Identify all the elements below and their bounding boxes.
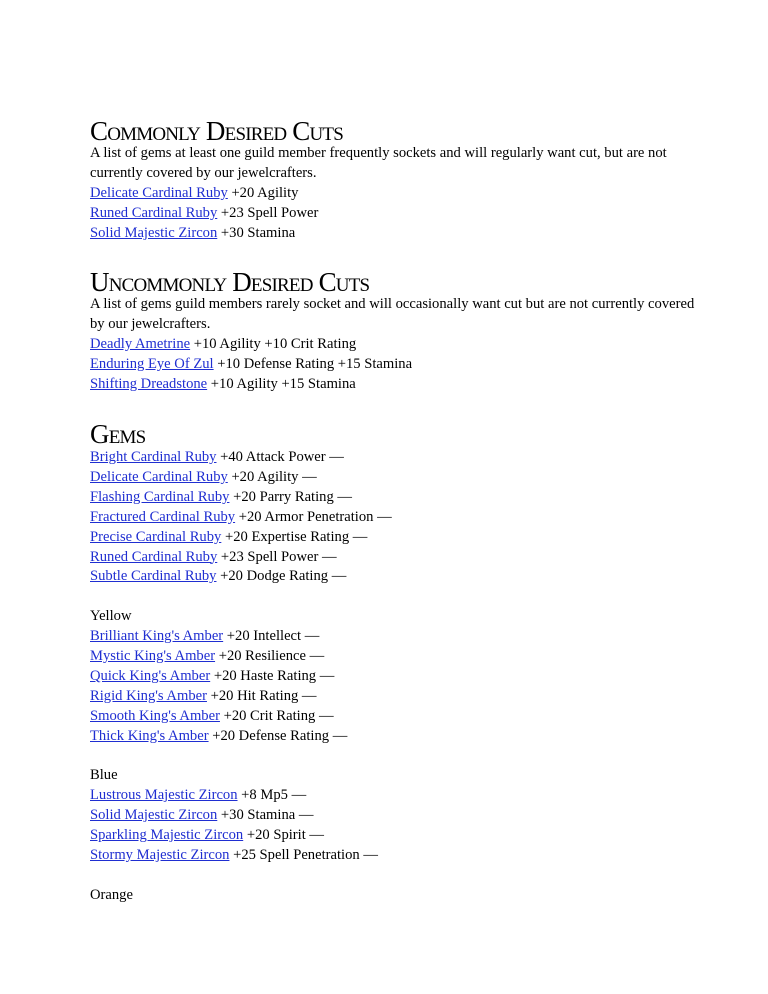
gem-stat: +20 Intellect — — [223, 628, 320, 645]
gems-section — [90, 448, 710, 906]
gem-stat: +20 Hit Rating — — [206, 687, 317, 704]
gem-link[interactable]: Enduring Eye Of Zul — [90, 355, 214, 372]
gem-list-item — [90, 488, 710, 508]
gem-stat: +10 Agility +10 Crit Rating — [190, 335, 357, 352]
gem-link[interactable]: Delicate Cardinal Ruby — [90, 468, 228, 485]
gem-list-item — [90, 786, 710, 806]
common-cuts-section — [90, 144, 710, 244]
gem-link[interactable]: Runed Cardinal Ruby — [90, 204, 218, 221]
common-cuts-intro: A list of gems at least one guild member frequently sockets and will regularly want cut, but are not currently covered by our jewelcrafters. — [90, 145, 667, 181]
gem-stat: +23 Spell Power — — [217, 548, 337, 565]
gem-list-item — [90, 846, 710, 866]
gem-stat: +40 Attack Power — — [216, 449, 344, 465]
gem-link[interactable]: Runed Cardinal Ruby — [90, 548, 218, 565]
gem-link[interactable]: Rigid King's Amber — [90, 687, 207, 704]
gem-link[interactable]: Fractured Cardinal Ruby — [90, 508, 236, 525]
gem-stat: +20 Resilience — — [215, 648, 325, 665]
gem-list-item — [90, 727, 710, 747]
gem-stat: +20 Parry Rating — — [229, 488, 352, 505]
gem-stat: +30 Stamina — [217, 224, 296, 241]
gem-stat: +8 Mp5 — — [237, 787, 307, 804]
gem-stat: +20 Expertise Rating — — [221, 528, 368, 545]
gem-link[interactable]: Shifting Dreadstone — [90, 375, 208, 392]
gem-stat: +20 Spirit — — [243, 827, 325, 844]
gem-list-item — [90, 826, 710, 846]
gem-list-item — [90, 508, 710, 528]
gem-list-item — [90, 528, 710, 548]
gem-stat: +20 Agility — — [227, 468, 317, 485]
gem-stat: +20 Defense Rating — — [208, 727, 348, 744]
gem-list-item — [90, 184, 710, 204]
gem-list-item — [90, 687, 710, 707]
gem-stat: +10 Defense Rating +15 Stamina — [213, 355, 413, 372]
gem-stat: +20 Dodge Rating — — [216, 568, 347, 585]
gem-link[interactable]: Bright Cardinal Ruby — [90, 449, 217, 465]
gem-link[interactable]: Solid Majestic Zircon — [90, 224, 218, 241]
gem-stat: +30 Stamina — — [217, 807, 314, 824]
gem-list-item — [90, 806, 710, 826]
spacer — [90, 747, 710, 767]
uncommon-cuts-intro: A list of gems guild members rarely socket and will occasionally want cut but are not currently covered by our jewelcrafters. — [90, 296, 695, 332]
gem-link[interactable]: Delicate Cardinal Ruby — [90, 184, 228, 201]
uncommon-cuts-heading: Uncommonly Desired Cuts — [90, 267, 370, 297]
gem-link[interactable]: Sparkling Majestic Zircon — [90, 827, 244, 844]
gem-color-label-orange: Orange — [90, 886, 133, 903]
common-cuts-heading: Commonly Desired Cuts — [90, 116, 343, 146]
gem-list-item — [90, 627, 710, 647]
gem-stat: +10 Agility +15 Stamina — [207, 375, 356, 392]
gem-link[interactable]: Quick King's Amber — [90, 667, 211, 684]
spacer — [90, 587, 710, 607]
gem-link[interactable]: Mystic King's Amber — [90, 648, 216, 665]
gem-list-item — [90, 204, 710, 224]
gem-link[interactable]: Solid Majestic Zircon — [90, 807, 218, 824]
gem-stat: +20 Haste Rating — — [210, 667, 335, 684]
gem-list-item — [90, 224, 710, 244]
gem-link[interactable]: Brilliant King's Amber — [90, 628, 224, 645]
gem-stat: +23 Spell Power — [217, 204, 319, 221]
gem-list-item — [90, 335, 710, 355]
gem-list-item — [90, 567, 710, 587]
gem-color-label-blue: Blue — [90, 767, 118, 784]
gem-color-label-yellow: Yellow — [90, 608, 132, 625]
gem-link[interactable]: Subtle Cardinal Ruby — [90, 568, 217, 585]
gem-link[interactable]: Precise Cardinal Ruby — [90, 528, 222, 545]
gem-stat: +20 Crit Rating — — [219, 707, 334, 724]
gem-stat: +20 Armor Penetration — — [235, 508, 392, 525]
gem-list-item — [90, 667, 710, 687]
gem-link[interactable]: Deadly Ametrine — [90, 335, 191, 352]
gem-list-item — [90, 468, 710, 488]
gem-list-item — [90, 548, 710, 568]
gem-link[interactable]: Stormy Majestic Zircon — [90, 847, 230, 864]
uncommon-cuts-section — [90, 295, 710, 395]
gem-list-item — [90, 448, 710, 468]
gem-list-item — [90, 647, 710, 667]
gem-link[interactable]: Lustrous Majestic Zircon — [90, 787, 238, 804]
gem-link[interactable]: Flashing Cardinal Ruby — [90, 488, 230, 505]
gem-stat: +25 Spell Penetration — — [229, 847, 378, 864]
gems-heading: Gems — [90, 419, 146, 449]
gem-stat: +20 Agility — [227, 184, 299, 201]
gem-list-item — [90, 355, 710, 375]
gem-link[interactable]: Smooth King's Amber — [90, 707, 220, 724]
gem-link[interactable]: Thick King's Amber — [90, 727, 209, 744]
spacer — [90, 866, 710, 886]
gem-list-item — [90, 375, 710, 395]
gem-list-item — [90, 707, 710, 727]
